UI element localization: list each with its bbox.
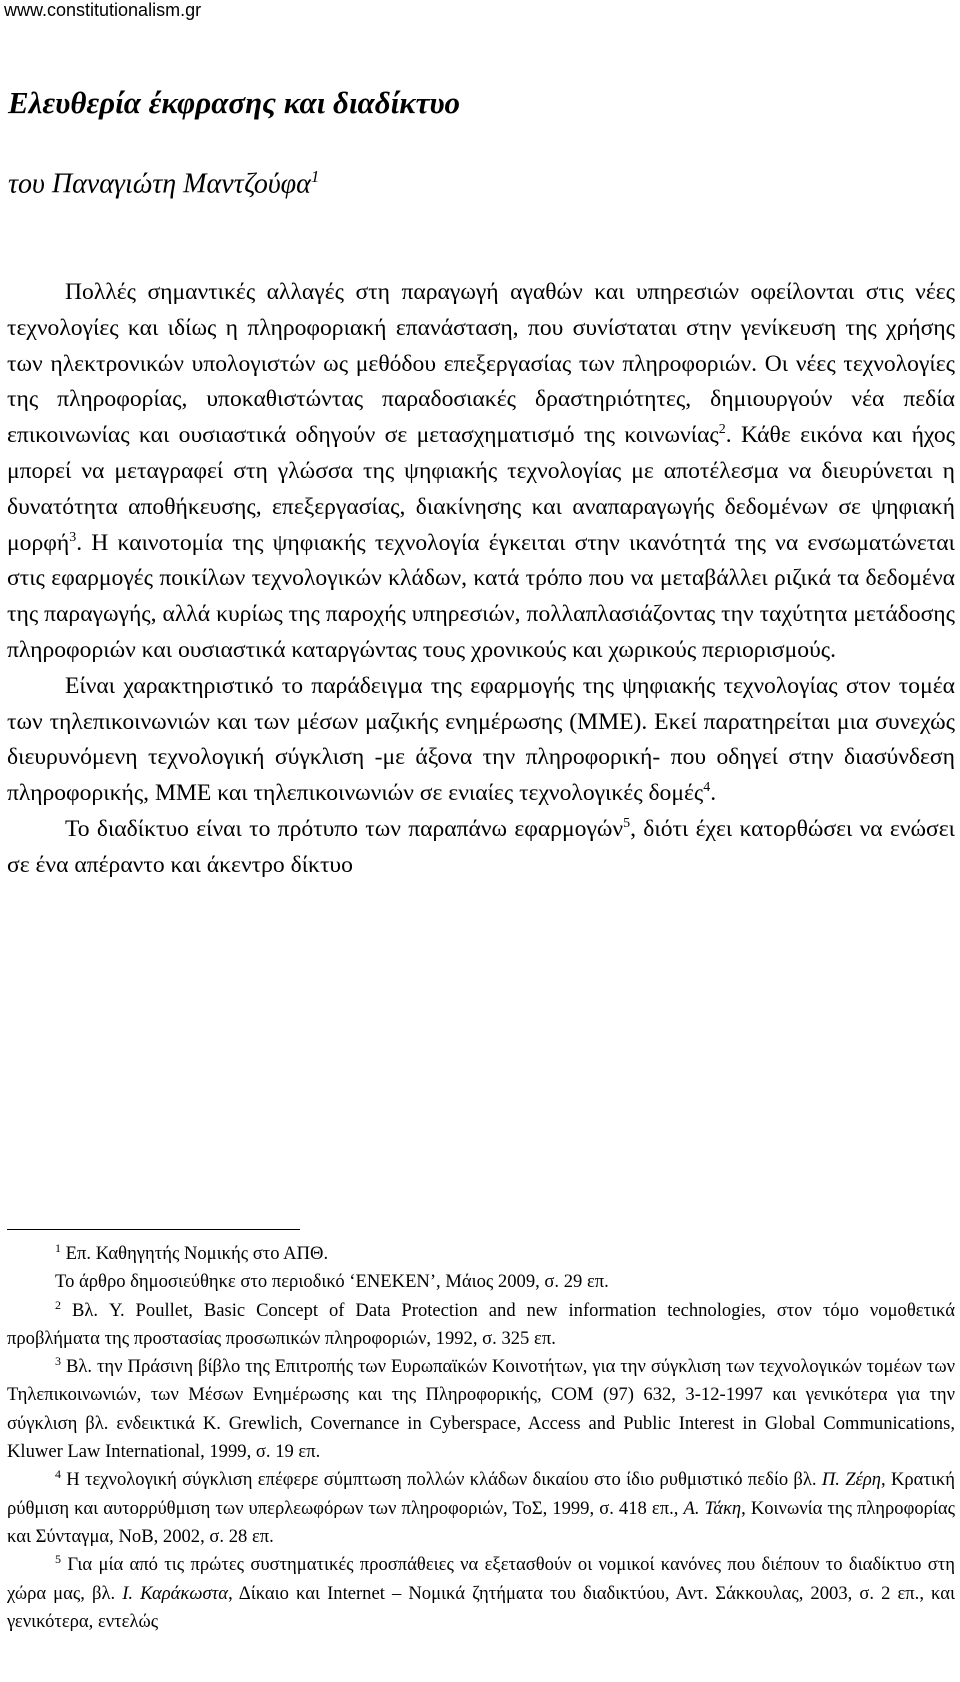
- footnote-4-author-1: Π. Ζέρη: [821, 1469, 882, 1491]
- footnote-2: [7, 1297, 955, 1354]
- footnote-number: 5: [55, 1552, 61, 1567]
- paragraph-2-text-a: Είναι χαρακτηριστικό το παράδειγμα της εφαρμογής της ψηφιακής τεχνολογίας στον τομέα των τηλεπικοινωνιών και των μέσων μαζικής ενημέρωσης (ΜΜΕ). Εκεί παρατηρείται μια συνεχώς διευρυνόμενη τεχνολογική σύγκλιση -με άξονα την πληροφορική- που οδηγεί στην διασύνδεση πληροφορικής, ΜΜΕ και τηλεπικοινωνιών σε ενιαίες τεχνολογικές δομές: [7, 672, 955, 807]
- paragraph-3-text-a: Το διαδίκτυο είναι το πρότυπο των παραπάνω εφαρμογών: [65, 815, 624, 842]
- footnote-3-text: Βλ. την Πράσινη βίβλο της Επιτροπής των Ευρωπαϊκών Κοινοτήτων, για την σύγκλιση των τεχνολογικών τομέων των Τηλεπικοινωνιών, των Μέσων Ενημέρωσης και της Πληροφορικής, COM (97) 632, 3-12-1997 και γενικότερα για την σύγκλιση βλ. ενδεικτικά K. Grewlich, Covernance in Cyberspace, Access and Public Interest in Global Communications, Kluwer Law International, 1999, σ. 19 επ.: [7, 1356, 955, 1463]
- article-title: Ελευθερία έκφρασης και διαδίκτυο: [8, 85, 461, 120]
- article-author: [8, 160, 319, 201]
- paragraph-2: [7, 669, 955, 812]
- footnote-1-text: Επ. Καθηγητής Νομικής στο ΑΠΘ.: [65, 1243, 329, 1264]
- paragraph-1-text-b: . Κάθε εικόνα και ήχος μπορεί να μεταγραφεί στη γλώσσα της ψηφιακής τεχνολογίας με αποτέλεσμα να διευρύνεται η δυνατότητα αποθήκευσης, επεξεργασίας, διακίνησης και αναπαραγωγής δεδομένων σε ψηφιακή μορφή: [7, 422, 956, 556]
- footnote-4-author-2: Α. Τάκη: [683, 1497, 742, 1519]
- footnote-number: 4: [55, 1467, 61, 1482]
- footnote-3: [7, 1353, 955, 1466]
- footnote-5-text-b: , Δίκαιο και Internet – Νομικά ζητήματα του διαδικτύου, Αντ. Σάκκουλας, 2003, σ. 2 επ., και γενικότερα, εντελώς: [7, 1582, 955, 1632]
- footnote-4-text-a: Η τεχνολογική σύγκλιση επέφερε σύμπτωση πολλών κλάδων δικαίου στο ίδιο ρυθμιστικό πεδίο βλ.: [66, 1469, 822, 1491]
- footnote-separator: [7, 1229, 300, 1230]
- paragraph-1-text-c: . Η καινοτομία της ψηφιακής τεχνολογία έγκειται στην ικανότητά της να ενσωματώνεται στις εφαρμογές ποικίλων τεχνολογικών κλάδων, κατά τρόπο που να μεταβάλλει ριζικά τα δεδομένα της παραγωγής, αλλά κυρίως της παροχής υπηρεσιών, πολλαπλασιάζοντας την ταχύτητα μετάδοσης πληροφοριών και ουσιαστικά καταργώντας τους χρονικούς και χωρικούς περιορισμούς.: [7, 529, 955, 663]
- footnote-ref-1: 1: [310, 167, 320, 186]
- article-body: [7, 275, 955, 884]
- footnote-number: 1: [55, 1240, 61, 1255]
- paragraph-2-text-b: .: [710, 780, 717, 807]
- footnote-5: [7, 1551, 955, 1636]
- footnote-4: [7, 1466, 955, 1551]
- footnote-ref-5: 5: [623, 816, 631, 832]
- footnote-4-text-c: , Κοινωνία της πληροφορίας και Σύνταγμα, ΝοΒ, 2002, σ. 28 επ.: [7, 1497, 955, 1547]
- author-name: του Παναγιώτη Μαντζούφα: [8, 168, 311, 200]
- footnote-2-text: Βλ. Y. Poullet, Basic Concept of Data Protection and new information technologies, στον τόμο νομοθετικά προβλήματα της προστασίας προσωπικών πληροφοριών, 1992, σ. 325 επ.: [7, 1299, 955, 1349]
- site-url: www.constitutionalism.gr: [4, 0, 202, 20]
- footnote-number: 3: [55, 1354, 61, 1368]
- footnote-ref-2: 2: [718, 422, 726, 438]
- paragraph-1-text-a: Πολλές σημαντικές αλλαγές στη παραγωγή αγαθών και υπηρεσιών οφείλονται στις νέες τεχνολογίες και ιδίως η πληροφοριακή επανάσταση, που συνίσταται στην γενίκευση της χρήσης των ηλεκτρονικών υπολογιστών ως μεθόδου επεξεργασίας των πληροφοριών. Οι νέες τεχνολογίες της πληροφορίας, υποκαθιστώντας παραδοσιακές δραστηριότητες, δημιουργούν νέα πεδία επικοινωνίας και ουσιαστικά οδηγούν σε μετασχηματισμό της κοινωνίας: [7, 279, 955, 449]
- footnote-ref-4: 4: [703, 780, 711, 796]
- footnote-1-publication: Το άρθρο δημοσιεύθηκε στο περιοδικό ‘ΕΝΕΚΕΝ’, Μάιος 2009, σ. 29 επ.: [55, 1271, 609, 1293]
- footnote-ref-3: 3: [69, 529, 77, 545]
- footnote-1-note: [7, 1268, 955, 1296]
- paragraph-1: [7, 275, 955, 669]
- footnote-4-text-b: , Κρατική ρύθμιση και αυτορρύθμιση των υπερλεωφόρων των πληροφοριών, ΤοΣ, 1999, σ. 418 επ.,: [7, 1469, 955, 1519]
- footnote-5-author: Ι. Καράκωστα: [122, 1582, 229, 1604]
- paragraph-3-text-b: , διότι έχει κατορθώσει να ενώσει σε ένα απέραντο και άκεντρο δίκτυο: [7, 815, 955, 878]
- footnote-1: [7, 1240, 955, 1268]
- footnote-number: 2: [55, 1297, 61, 1312]
- footnote-5-text-a: Για μία από τις πρώτες συστηματικές προσπάθειες να εξετασθούν οι νομικοί κανόνες που διέπουν το διαδίκτυο στη χώρα μας, βλ.: [7, 1554, 955, 1604]
- paragraph-3: [7, 812, 955, 884]
- footnotes: [7, 1240, 955, 1636]
